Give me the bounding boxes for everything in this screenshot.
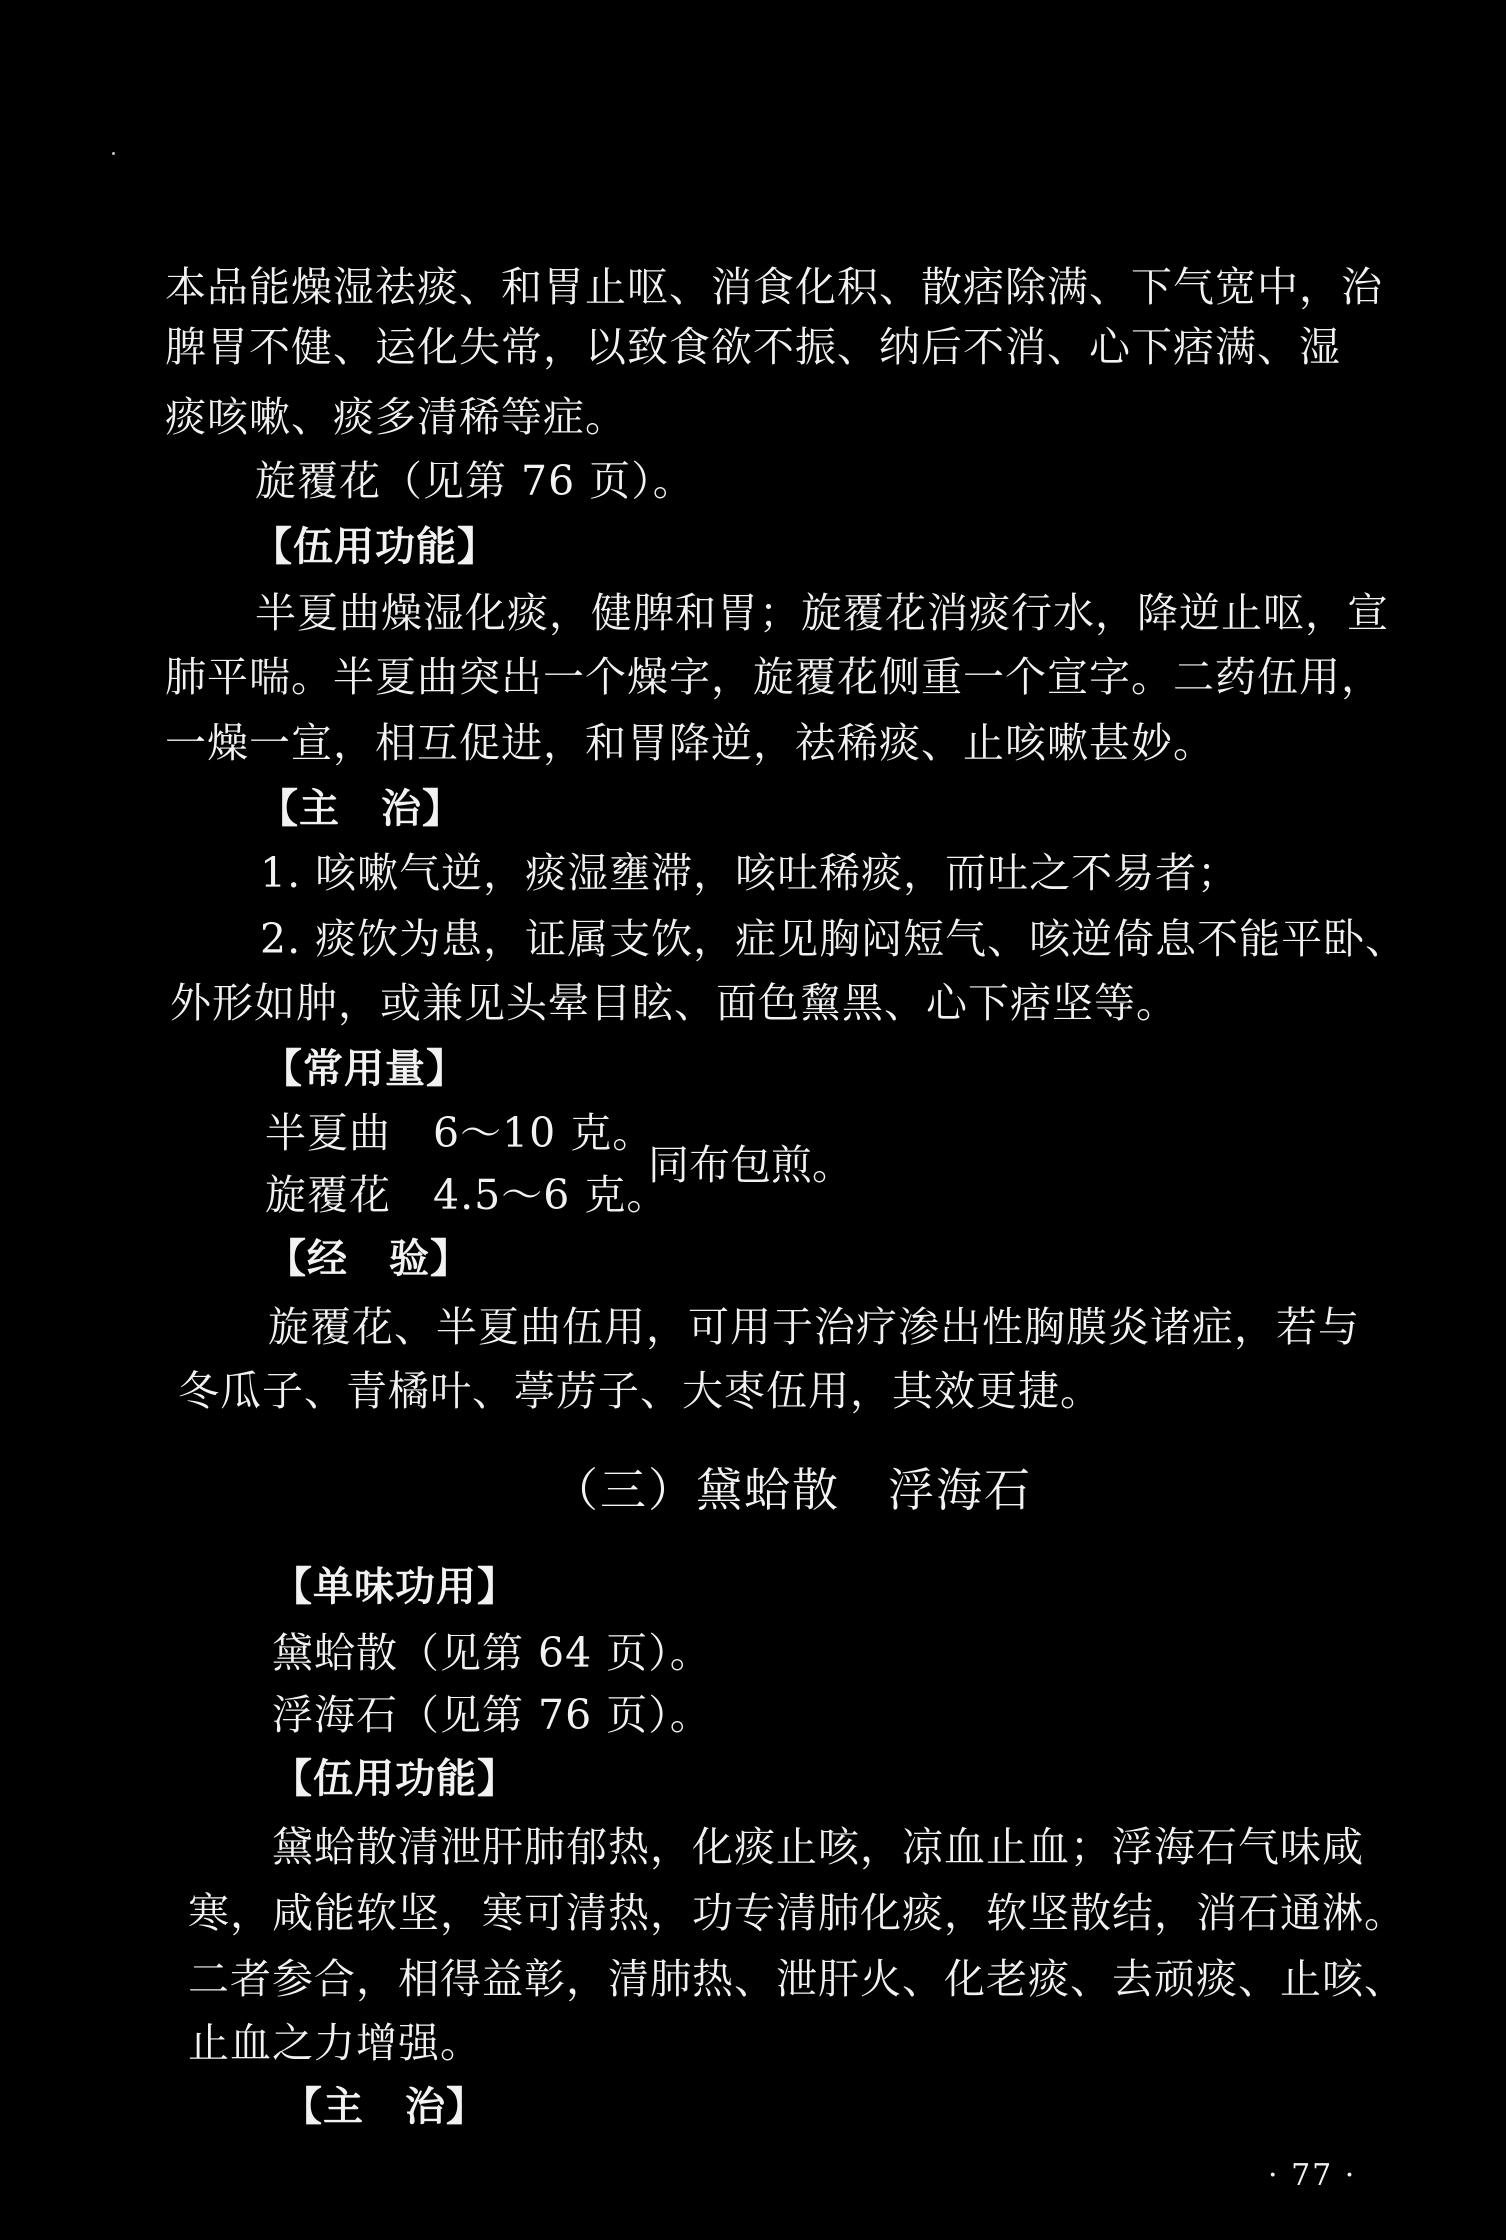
reference-line: 浮海石（见第 76 页）。 bbox=[272, 1691, 712, 1739]
section-heading: 【单味功用】 bbox=[272, 1564, 518, 1610]
paragraph-line: 止血之力增强。 bbox=[188, 2019, 482, 2067]
paragraph-line: 黛蛤散清泄肝肺郁热，化痰止咳，凉血止血；浮海石气味咸 bbox=[272, 1823, 1364, 1871]
paragraph-line: 一燥一宣，相互促进，和胃降逆，祛稀痰、止咳嗽甚妙。 bbox=[165, 719, 1215, 767]
paragraph-line: 二者参合，相得益彰，清肺热、泄肝火、化老痰、去顽痰、止咳、 bbox=[188, 1955, 1406, 2003]
reference-line: 旋覆花（见第 76 页）。 bbox=[255, 457, 695, 505]
paragraph-line: 旋覆花、半夏曲伍用，可用于治疗渗出性胸膜炎诸症，若与 bbox=[268, 1303, 1360, 1351]
dosage-note: 同布包煎。 bbox=[648, 1141, 853, 1189]
paragraph-line: 脾胃不健、运化失常，以致食欲不振、纳后不消、心下痞满、湿 bbox=[165, 323, 1341, 371]
paragraph-line: 痰咳嗽、痰多清稀等症。 bbox=[165, 393, 627, 441]
scan-speck bbox=[112, 152, 115, 155]
section-heading: 【伍用功能】 bbox=[272, 1756, 518, 1802]
section-heading: 【伍用功能】 bbox=[252, 524, 498, 570]
paragraph-line: 本品能燥湿祛痰、和胃止呕、消食化积、散痞除满、下气宽中，治 bbox=[165, 263, 1383, 311]
section-title: （三）黛蛤散 浮海石 bbox=[552, 1463, 1032, 1517]
paragraph-line: 肺平喘。半夏曲突出一个燥字，旋覆花侧重一个宣字。二药伍用， bbox=[165, 653, 1383, 701]
list-item: 2. 痰饮为患，证属支饮，症见胸闷短气、咳逆倚息不能平卧、 bbox=[260, 915, 1408, 963]
page-number: · 77 · bbox=[1268, 2158, 1357, 2193]
paragraph-line: 寒，咸能软坚，寒可清热，功专清肺化痰，软坚散结，消石通淋。 bbox=[188, 1889, 1406, 1937]
dosage-line: 半夏曲 6～10 克。 bbox=[265, 1109, 655, 1157]
paragraph-line: 半夏曲燥湿化痰，健脾和胃；旋覆花消痰行水，降逆止呕，宣 bbox=[255, 589, 1389, 637]
section-heading: 【主 治】 bbox=[258, 786, 463, 832]
list-item-continuation: 外形如肿，或兼见头晕目眩、面色黧黑、心下痞坚等。 bbox=[170, 979, 1178, 1027]
reference-line: 黛蛤散（见第 64 页）。 bbox=[272, 1629, 712, 1677]
list-item: 1. 咳嗽气逆，痰湿壅滞，咳吐稀痰，而吐之不易者； bbox=[260, 849, 1240, 897]
paragraph-line: 冬瓜子、青橘叶、葶苈子、大枣伍用，其效更捷。 bbox=[178, 1367, 1102, 1415]
section-heading: 【经 验】 bbox=[266, 1236, 471, 1282]
dosage-line: 旋覆花 4.5～6 克。 bbox=[265, 1171, 669, 1219]
section-heading: 【主 治】 bbox=[282, 2084, 487, 2130]
section-heading: 【常用量】 bbox=[262, 1046, 467, 1092]
